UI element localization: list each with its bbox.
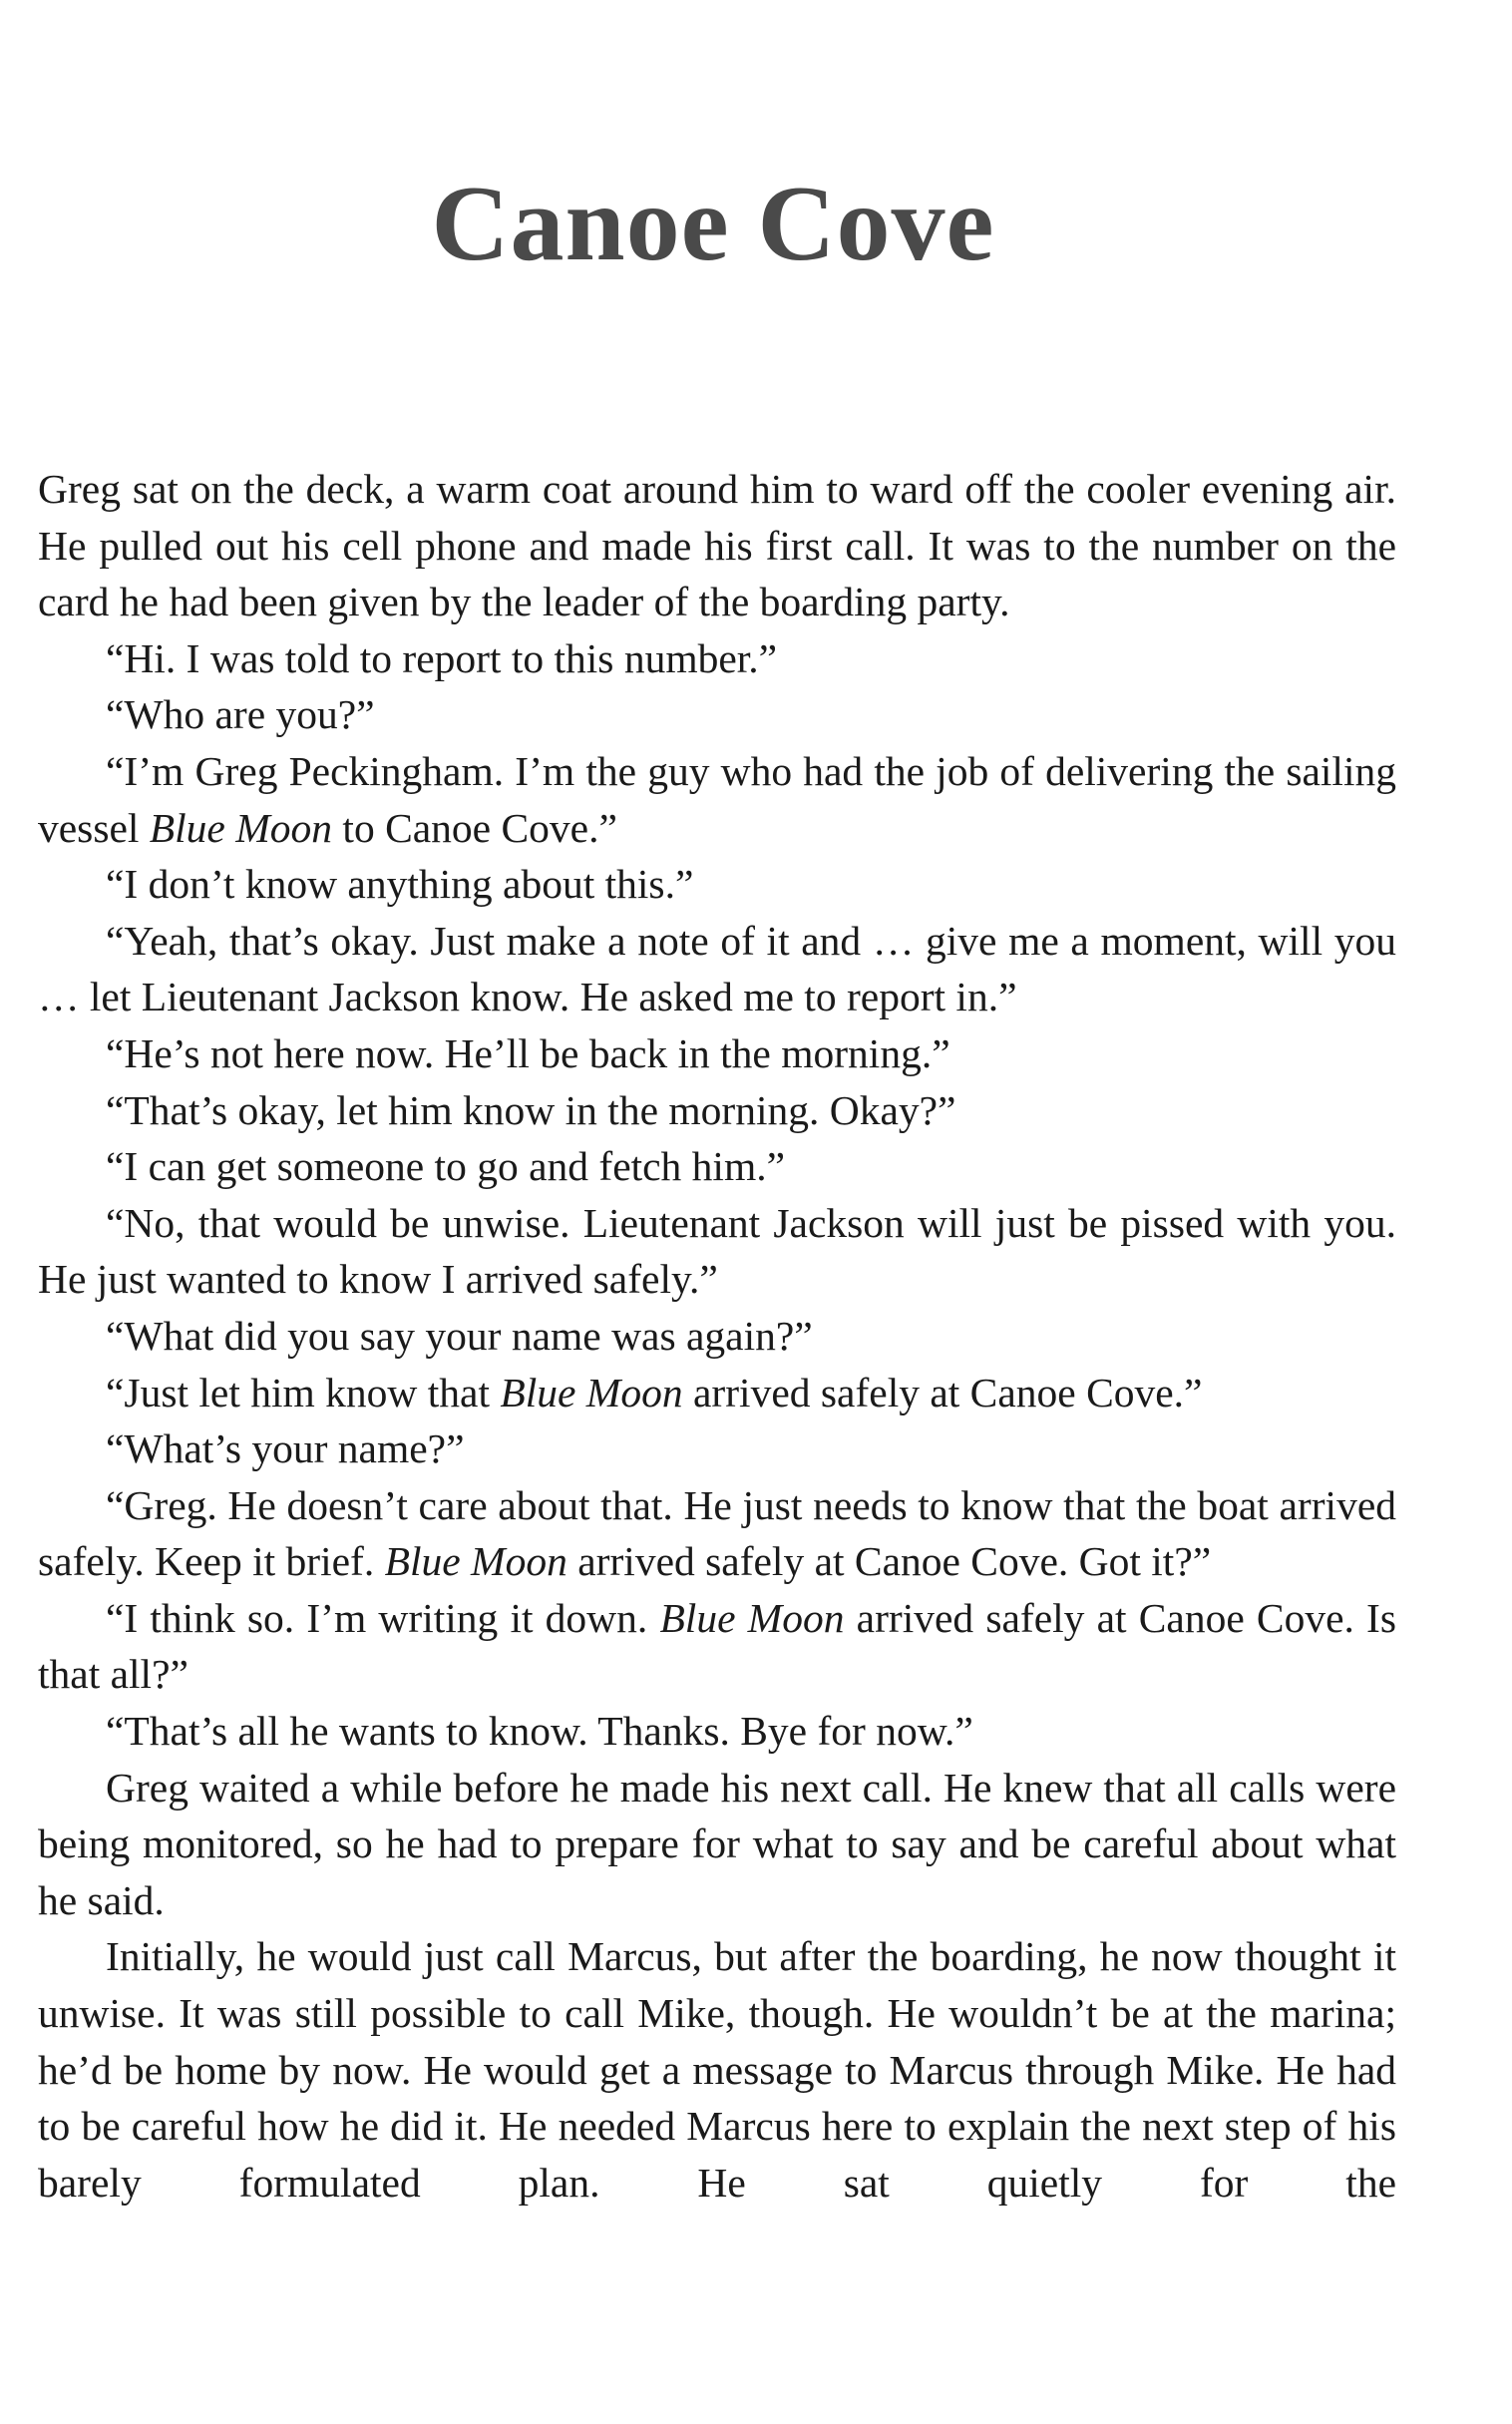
paragraph xyxy=(38,1703,1396,1760)
text-run: arrived safely at Canoe Cove. Is that all?” xyxy=(38,1594,1397,1698)
text-run: “Yeah, that’s okay. Just make a note of it and … give me a moment, will you … let Lieutenant Jackson know. He asked me to report in.” xyxy=(38,917,1396,1020)
paragraph xyxy=(38,913,1396,1025)
text-run: arrived safely at Canoe Cove. Got it?” xyxy=(567,1538,1212,1585)
chapter-title: Canoe Cove xyxy=(431,165,995,283)
text-run: arrived safely at Canoe Cove.” xyxy=(682,1369,1203,1415)
paragraph xyxy=(38,1195,1396,1308)
text-run: “I can get someone to go and fetch him.” xyxy=(106,1143,786,1190)
text-run: “I think so. I’m writing it down. xyxy=(106,1594,660,1641)
text-run: “Hi. I was told to report to this number.” xyxy=(106,634,778,681)
italic-text: Blue Moon xyxy=(500,1369,683,1415)
paragraph xyxy=(38,1420,1396,1477)
paragraph xyxy=(38,1025,1396,1082)
text-run: “He’s not here now. He’ll be back in the morning.” xyxy=(106,1029,950,1076)
paragraph xyxy=(38,1082,1396,1139)
text-run: “Who are you?” xyxy=(106,691,375,738)
text-run: to Canoe Cove.” xyxy=(332,804,617,851)
text-run: “I’m Greg Peckingham. I’m the guy who had the job of delivering the sailing vessel xyxy=(38,747,1396,851)
paragraph xyxy=(38,461,1396,630)
text-run: “That’s all he wants to know. Thanks. Bye for now.” xyxy=(106,1708,973,1755)
paragraph xyxy=(38,686,1396,743)
text-run: Initially, he would just call Marcus, but after the boarding, he now thought it unwise. It was still possible to call Mike, though. He wouldn’t be at the marina; he’d be home by now. He would get a message to Marcus through Mike. He had to be careful how he did it. He needed Marcus here to explain the next step of his barely formulated plan. He sat quietly for the xyxy=(38,1933,1396,2206)
paragraph xyxy=(38,1590,1396,1703)
paragraph xyxy=(38,1138,1396,1195)
paragraph xyxy=(38,743,1396,856)
paragraph xyxy=(38,1365,1396,1421)
chapter-body-text xyxy=(38,461,1396,2211)
text-run: “That’s okay, let him know in the morning. Okay?” xyxy=(106,1086,956,1133)
text-run: Greg waited a while before he made his next call. He knew that all calls were being monitored, so he had to prepare for what to say and be careful about what he said. xyxy=(38,1764,1396,1923)
text-run: “I don’t know anything about this.” xyxy=(106,861,694,908)
text-run: Greg sat on the deck, a warm coat around him to ward off the cooler evening air. He pulled out his cell phone and made his first call. It was to the number on the card he had been given by the leader of the boarding party. xyxy=(38,466,1396,625)
italic-text: Blue Moon xyxy=(659,1594,845,1641)
text-run: “What did you say your name was again?” xyxy=(106,1312,813,1359)
paragraph xyxy=(38,1308,1396,1365)
text-run: “Just let him know that xyxy=(106,1369,501,1415)
italic-text: Blue Moon xyxy=(149,804,333,851)
paragraph xyxy=(38,856,1396,913)
paragraph xyxy=(38,1477,1396,1590)
text-run: “Greg. He doesn’t care about that. He just needs to know that the boat arrived safely. Keep it brief. xyxy=(38,1481,1396,1585)
text-run: “No, that would be unwise. Lieutenant Jackson will just be pissed with you. He just wanted to know I arrived safely.” xyxy=(38,1199,1396,1303)
paragraph xyxy=(38,1928,1396,2211)
paragraph xyxy=(38,1760,1396,1929)
italic-text: Blue Moon xyxy=(384,1538,567,1585)
text-run: “What’s your name?” xyxy=(106,1425,465,1472)
paragraph xyxy=(38,630,1396,687)
